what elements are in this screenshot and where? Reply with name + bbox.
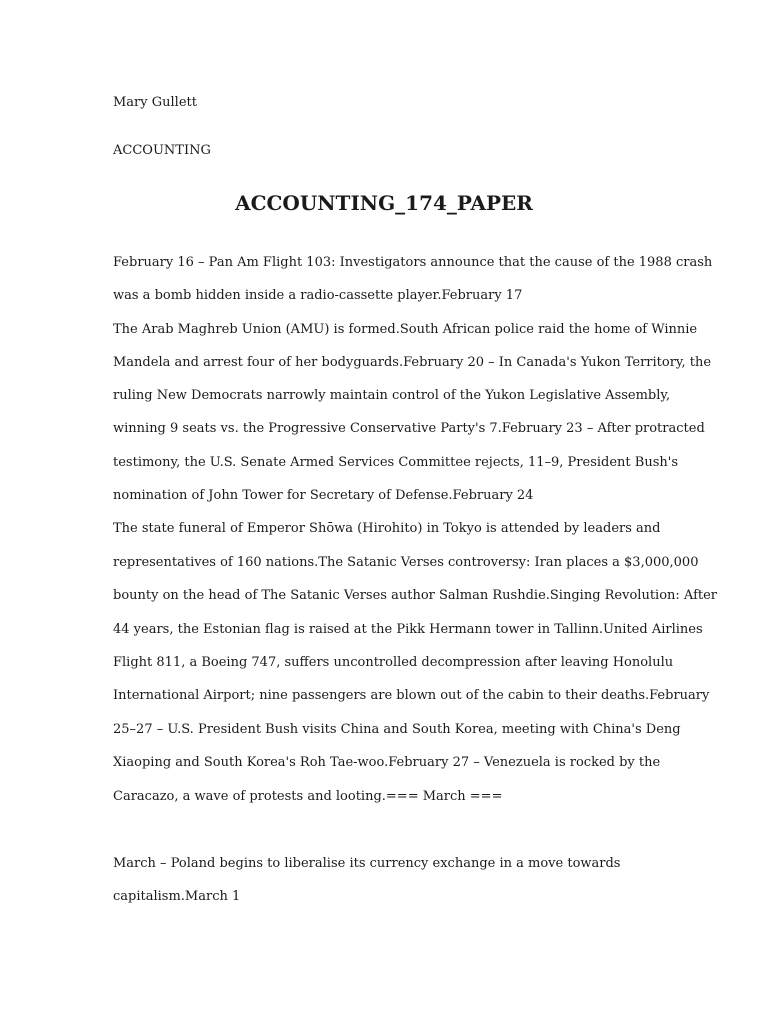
body-line: ruling New Democrats narrowly maintain control of the Yukon Legislative Assembly, [113, 388, 671, 403]
body-line: bounty on the head of The Satanic Verses author Salman Rushdie.Singing Revolution: After [113, 588, 718, 603]
body-line: representatives of 160 nations.The Satanic Verses controversy: Iran places a $3,000,000 [113, 555, 699, 570]
body-line: 44 years, the Estonian flag is raised at the Pikk Hermann tower in Tallinn.United Airlines [113, 622, 703, 637]
author-name: Mary Gullett [113, 95, 197, 110]
body-line: capitalism.March 1 [113, 889, 241, 904]
body-line: International Airport; nine passengers are blown out of the cabin to their deaths.February [113, 688, 710, 703]
body-line: testimony, the U.S. Senate Armed Services Committee rejects, 11–9, President Bush's [113, 455, 678, 470]
body-line: 25–27 – U.S. President Bush visits China and South Korea, meeting with China's Deng [113, 722, 681, 737]
body-line: was a bomb hidden inside a radio-cassette player.February 17 [113, 288, 523, 303]
body-line: winning 9 seats vs. the Progressive Conservative Party's 7.February 23 – After protracted [113, 421, 705, 436]
subject-label: ACCOUNTING [113, 143, 211, 158]
body-line: February 16 – Pan Am Flight 103: Investigators announce that the cause of the 1988 crash [113, 255, 713, 270]
body-line: Flight 811, a Boeing 747, suffers uncontrolled decompression after leaving Honolulu [113, 655, 674, 670]
body-line: The Arab Maghreb Union (AMU) is formed.South African police raid the home of Winnie [113, 322, 698, 337]
body-line: Caracazo, a wave of protests and looting.=== March === [113, 789, 503, 804]
body-line: The state funeral of Emperor Shōwa (Hirohito) in Tokyo is attended by leaders and [113, 521, 661, 536]
body-line: Mandela and arrest four of her bodyguards.February 20 – In Canada's Yukon Territory, the [113, 355, 712, 370]
body-line: March – Poland begins to liberalise its currency exchange in a move towards [113, 856, 621, 871]
body-line: Xiaoping and South Korea's Roh Tae-woo.February 27 – Venezuela is rocked by the [113, 755, 661, 770]
body-line: nomination of John Tower for Secretary of Defense.February 24 [113, 488, 534, 503]
document-title: ACCOUNTING_174_PAPER [235, 191, 533, 215]
